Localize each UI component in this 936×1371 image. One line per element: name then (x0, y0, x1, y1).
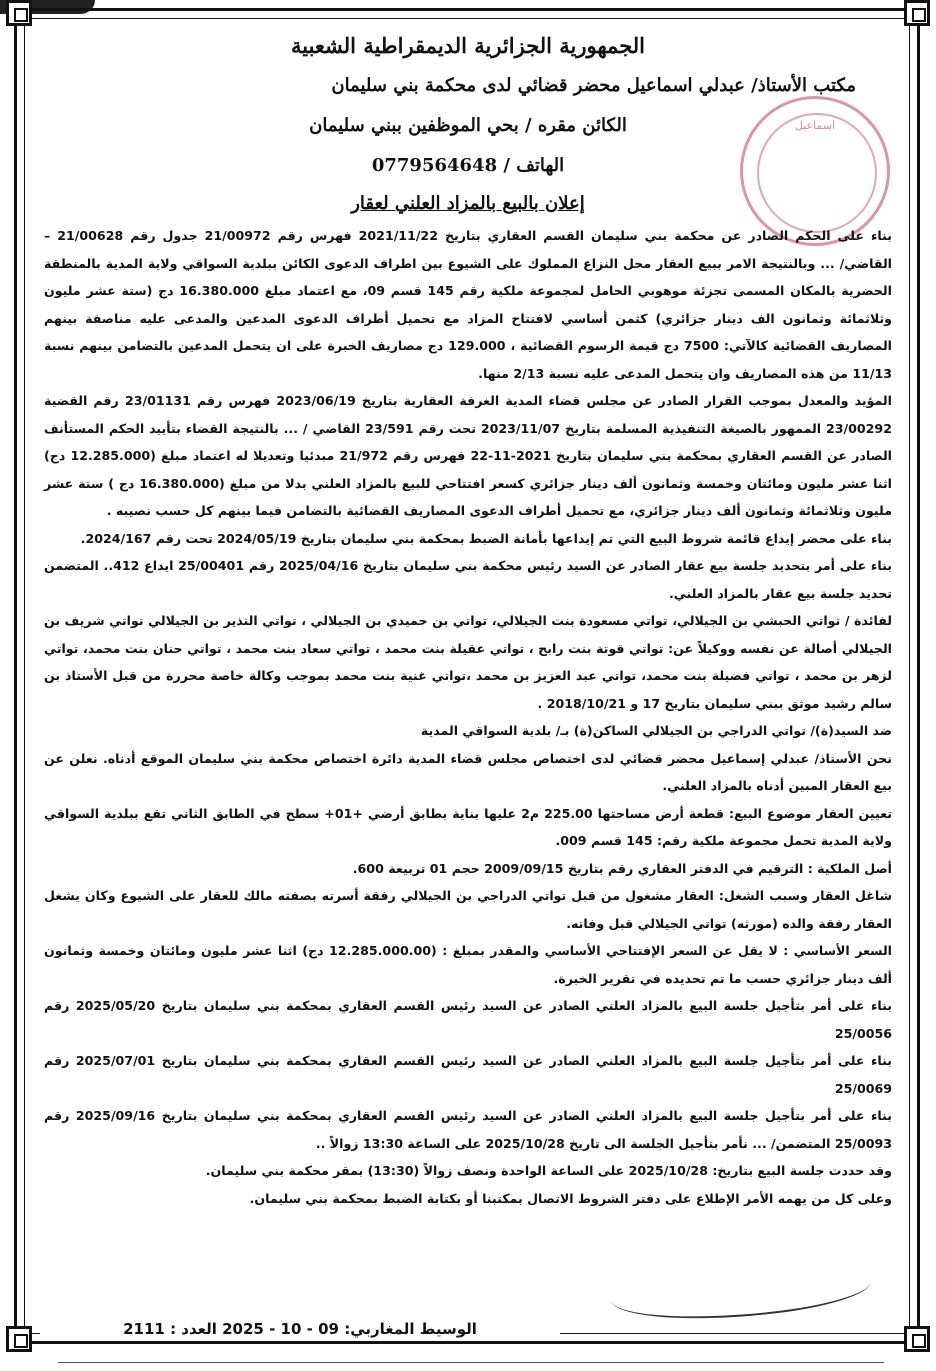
announcement-body (40, 26, 896, 1212)
paragraph-judgment: بناء على الحكم الصادر عن محكمة بني سليمان القسم العقاري بتاريخ 2021/11/22 فهرس رقم 21/00972 جدول رقم 21/00628 – القاضي/ ... وبالنتيجة الامر ببيع العقار محل النزاع المملوك على الشيوع بين اطراف الدعوى الكائن ببلدية السواقي ولاية المدية بالمنطقة الحضرية بالمكان المسمى تجزئة موهوبي الحامل لمجموعة ملكية رقم 145 قسم 09، مع اعتماد مبلغ 16.380.000 دج (ستة عشر مليون وثلاثمائة وثمانون الف دينار جزائري) كثمن أساسي لافتتاح المزاد مع تحميل أطراف الدعوى المدعين والمدعى عليه مناصفة بينهم المصاريف القضائية كالآتي: 7500 دج قيمة الرسوم القضائية ، 129.000 دج مصاريف الخبرة على ان يتحمل المدعين بالتضامن بينهم نسبة 11/13 من هذه المصاريف وان يتحمل المدعى عليه نسبة 2/13 منها. (44, 228, 892, 381)
paragraph-sale-date: وقد حددت جلسة البيع بتاريخ: 2025/10/28 على الساعة الواحدة ونصف زوالاً (13:30) بمقر محكمة بني سليمان. (205, 1163, 892, 1178)
paragraph-session-order: بناء على أمر بتحديد جلسة بيع عقار الصادر عن السيد رئيس محكمة بني سليمان بتاريخ 2025/04/16 رقم 25/00401 ايداع 412.. المتضمن تحديد جلسة بيع عقار بالمزاد العلني. (44, 558, 892, 601)
republic-heading: الجمهورية الجزائرية الديمقراطية الشعبية (290, 33, 645, 58)
office-heading: مكتب الأستاذ/ عبدلي اسماعيل محضر قضائي لدى محكمة بني سليمان (331, 75, 856, 96)
stamp-text: اسماعيل (794, 119, 836, 132)
paragraph-inquiry: وعلى كل من يهمه الأمر الإطلاع على دفتر الشروط الاتصال بمكتبنا أو بكتابة الضبط بمحكمة بني سليمان. (249, 1190, 892, 1206)
paragraph-appeal-decision: المؤيد والمعدل بموجب القرار الصادر عن مجلس قضاء المدية الغرفة العقارية بتاريخ 2023/06/19 فهرس رقم 23/01131 رقم القضية 23/00292 الممهور بالصيغة التنفيذية المسلمة بتاريخ 2023/11/07 تحت رقم 23/591 القاضي / ... بالنتيجة القضاء بتأييد الحكم المستأنف الصادر عن القسم العقاري بمحكمة بني سليمان بتاريخ 2021-11-22 فهرس رقم 21/972 مبدئيا وتعديلا له اعتماد مبلغ (12.285.000 دج) اثنا عشر مليون ومائتان وخمسة وثمانون ألف دينار جزائري كسعر افتتاحي للبيع بالمزاد العلني بدلا من مبلغ (16.380.000 دج ) ستة عشر مليون وثلاثمائة وثمانون ألف دينار جزائري، مع تحميل أطراف الدعوى المصاريف القضائية بالتضامن فيما بينهم كل حسب نصيبه . (44, 393, 892, 518)
paragraph-postponement-2: بناء على أمر بتأجيل جلسة البيع بالمزاد العلني الصادر عن السيد رئيس القسم العقاري بمحكمة بني سليمان بتاريخ 2025/07/01 رقم 25/0069 (44, 1053, 892, 1096)
paragraph-bailiff: نحن الأستاذ/ عبدلي إسماعيل محضر قضائي لدى اختصاص مجلس قضاء المدية دائرة اختصاص محكمة بني سليمان الموقع أدناه. نعلن عن بيع العقار المبين أدناه بالمزاد العلني. (44, 750, 892, 793)
paragraph-beneficiaries: لفائدة / تواتي الحبشي بن الجيلالي، تواتي مسعودة بنت الجيلالي، تواتي بن حميدي بن الجيلالي ، تواتي النذير بن الجيلالي تواتي شريف بن الجيلالي أصالة عن نفسه ووكيلاً عن: تواتي قوتة بنت رابح ، تواتي عقيلة بنت محمد ، تواتي سعاد بنت محمد ، تواتي حنان بنت محمد، تواتي لزهر بن محمد ، تواتي فضيلة بنت محمد، تواتي عبد العزيز بن محمد ،تواتي غنية بنت محمد بموجب وكالة خاصة محررة من قبل الأستاذ بن سالم رشيد موثق ببني سليمان بتاريخ 17 و 2018/10/21 . (44, 613, 892, 711)
frame-corner-ornament (904, 1326, 930, 1352)
paragraph-postponement-1: بناء على أمر بتأجيل جلسة البيع بالمزاد العلني الصادر عن السيد رئيس القسم العقاري بمحكمة بني سليمان بتاريخ 2025/05/20 رقم 25/0056 (44, 998, 892, 1041)
paragraph-ownership-origin: أصل الملكية : الترقيم في الدفتر العقاري رقم بتاريخ 2009/09/15 حجم 01 تربيعة 600. (352, 860, 892, 876)
address-heading: الكائن مقره / بحي الموظفين ببني سليمان (309, 115, 627, 136)
paragraph-occupant: شاغل العقار وسبب الشغل: العقار مشغول من قبل تواتي الدراجي بن الجيلالي رفقة أسرته بصفته مالك للعقار على الشيوع وكان يشغل العقار رفقة والده (مورثه) تواتي الجيلالي قبل وفاته. (44, 888, 892, 931)
frame-corner-ornament (6, 0, 32, 26)
paragraph-against: ضد السيد(ة)/ تواتي الدراجي بن الجيلالي الساكن(ة) بـ/ بلدية السواقي المدية (420, 723, 892, 738)
paragraph-postponement-3: بناء على أمر بتأجيل جلسة البيع بالمزاد العلني الصادر عن السيد رئيس القسم العقاري بمحكمة بني سليمان بتاريخ 2025/09/16 رقم 25/0093 المتضمن/ ... نأمر بتأجيل الجلسة الى تاريخ 2025/10/28 على الساعة 13:30 زوالاً .. (44, 1108, 892, 1151)
phone-heading: الهاتف / 0779564648 (371, 155, 565, 176)
frame-corner-ornament (6, 1326, 32, 1352)
paragraph-base-price: السعر الأساسي : لا يقل عن السعر الإفتتاحي الأساسي والمقدر بمبلغ : (12.285.000.00 دج) اثنا عشر مليون ومائتان وخمسة وثمانون ألف دينار جزائري حسب ما تم تحديده في تقرير الخبرة. (44, 943, 892, 986)
newspaper-footer: الوسيط المغاربي: 09 - 10 - 2025 العدد : 2111 (40, 1318, 560, 1340)
announcement-title: إعلان بالبيع بالمزاد العلني لعقار (351, 193, 585, 214)
paragraph-property-description: تعيين العقار موضوع البيع: قطعة أرض مساحتها 225.00 م2 عليها بناية بطابق أرضي +01+ سطح في الطابق الثاني تقع ببلدية السواقي ولاية المدية تحمل مجموعة ملكية رقم: 145 قسم 009. (44, 805, 892, 848)
bottom-divider (58, 1362, 884, 1363)
paragraph-conditions-deposit: بناء على محضر إيداع قائمة شروط البيع التي تم إيداعها بأمانة الضبط بمحكمة بني سليمان بتاريخ 2024/05/19 تحت رقم 2024/167. (80, 530, 892, 546)
frame-corner-ornament (904, 0, 930, 26)
